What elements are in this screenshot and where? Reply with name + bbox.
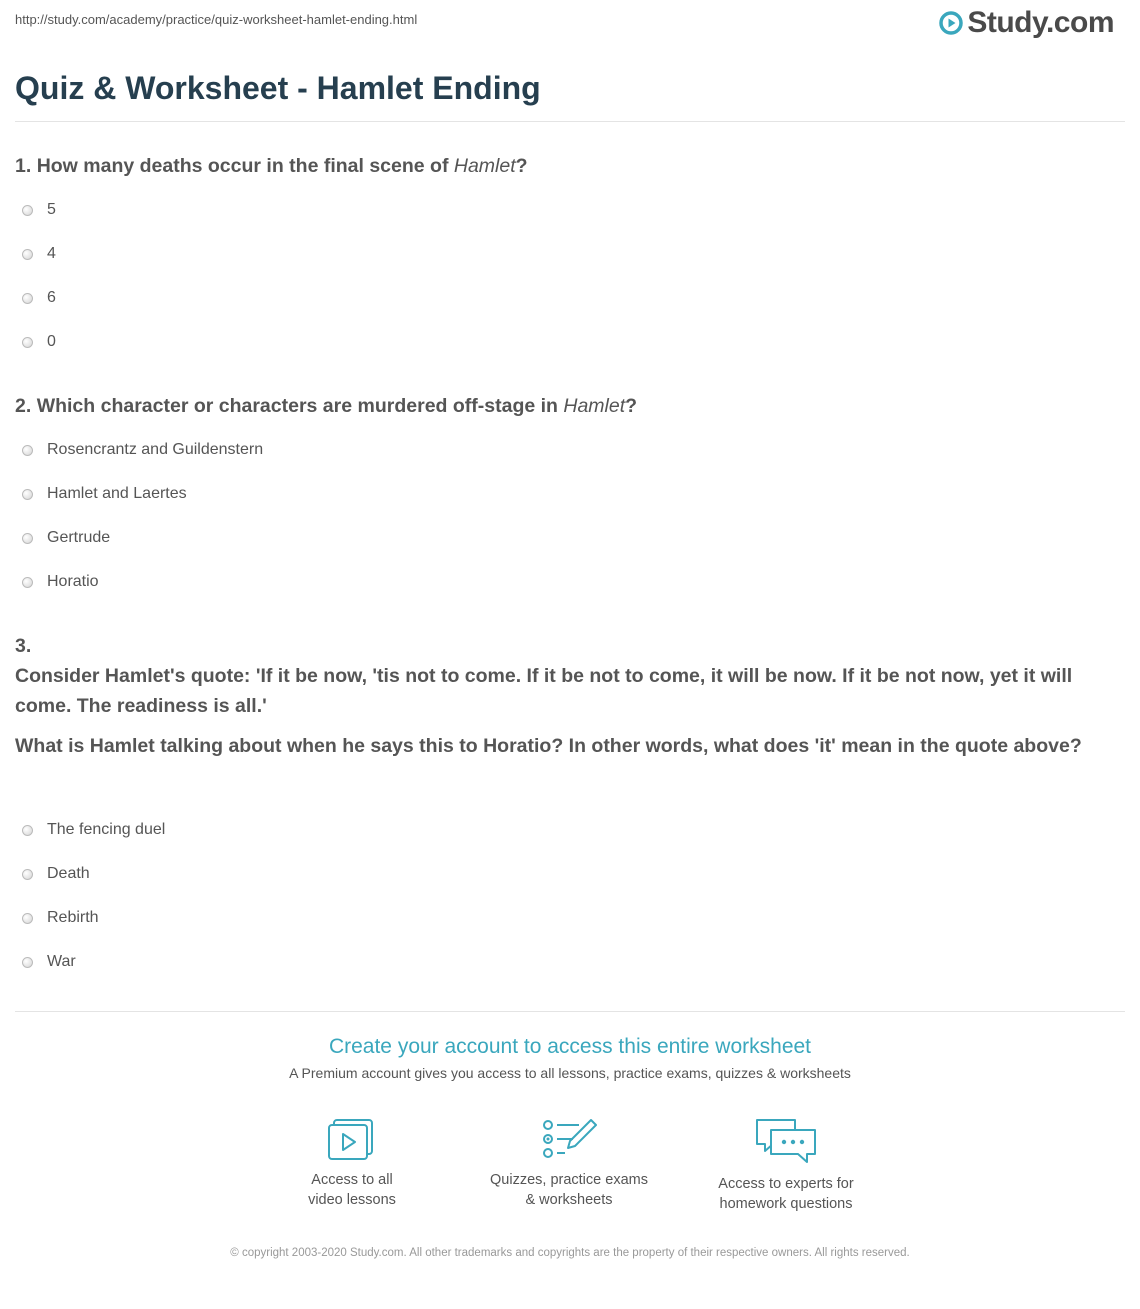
question-number: 1.	[15, 155, 32, 177]
question-number: 2.	[15, 395, 32, 417]
radio-icon[interactable]	[22, 445, 33, 456]
answer-option[interactable]	[22, 528, 110, 548]
play-circle-icon	[939, 11, 963, 35]
radio-icon[interactable]	[22, 533, 33, 544]
radio-icon[interactable]	[22, 825, 33, 836]
option-label: Death	[47, 865, 90, 882]
question-3-prompt: What is Hamlet talking about when he says this to Horatio? In other words, what does 'it' mean in the quote above?	[15, 735, 1082, 757]
question-3-quote: Consider Hamlet's quote: 'If it be now, 'tis not to come. If it be not to come, it will be now. If it be not now, yet it will come. The readiness is all.'	[15, 665, 1073, 717]
answer-option[interactable]	[22, 572, 99, 592]
logo-text: Study.com	[967, 6, 1114, 39]
answer-option[interactable]	[22, 952, 76, 972]
feature-line: Access to experts for	[718, 1176, 854, 1192]
answer-option[interactable]	[22, 244, 56, 264]
answer-option[interactable]	[22, 484, 187, 504]
radio-icon[interactable]	[22, 489, 33, 500]
question-1	[15, 151, 528, 181]
question-3-number: 3.	[15, 635, 32, 657]
answer-option[interactable]	[22, 864, 90, 884]
radio-icon[interactable]	[22, 293, 33, 304]
option-label: War	[47, 953, 76, 970]
radio-icon[interactable]	[22, 205, 33, 216]
option-label: 0	[47, 333, 56, 350]
chat-experts-icon	[753, 1116, 819, 1168]
answer-option[interactable]	[22, 820, 165, 840]
option-label: Gertrude	[47, 529, 111, 546]
answer-option[interactable]	[22, 200, 56, 220]
option-label: Rebirth	[47, 909, 99, 926]
option-label: Horatio	[47, 573, 99, 590]
answer-option[interactable]	[22, 288, 56, 308]
answer-option[interactable]	[22, 440, 263, 460]
feature-line: homework questions	[719, 1196, 853, 1212]
feature-label	[676, 1174, 896, 1214]
radio-icon[interactable]	[22, 337, 33, 348]
divider	[15, 1011, 1125, 1012]
question-2	[15, 391, 637, 421]
question-italic: Hamlet	[453, 155, 516, 177]
radio-icon[interactable]	[22, 577, 33, 588]
cta-title[interactable]: Create your account to access this entire worksheet	[328, 1035, 812, 1058]
answer-option[interactable]	[22, 332, 56, 352]
option-label: 4	[47, 245, 56, 262]
feature-line: Access to all	[311, 1172, 393, 1188]
option-label: Hamlet and Laertes	[47, 485, 187, 502]
cta-subtitle: A Premium account gives you access to all lessons, practice exams, quizzes & worksheets	[289, 1065, 851, 1081]
feature-line: Quizzes, practice exams	[490, 1172, 648, 1188]
question-suffix: ?	[625, 395, 638, 417]
page-url: http://study.com/academy/practice/quiz-worksheet-hamlet-ending.html	[15, 12, 418, 27]
question-suffix: ?	[515, 155, 528, 177]
page-title: Quiz & Worksheet - Hamlet Ending	[15, 70, 541, 106]
radio-icon[interactable]	[22, 249, 33, 260]
option-label: 5	[47, 201, 56, 218]
question-text: Which character or characters are murdered off-stage in	[36, 395, 558, 417]
radio-icon[interactable]	[22, 957, 33, 968]
divider	[15, 121, 1125, 122]
copyright: © copyright 2003-2020 Study.com. All other trademarks and copyrights are the property of their respective owners. All rights reserved.	[230, 1247, 910, 1259]
study-logo[interactable]	[939, 6, 1114, 40]
option-label: Rosencrantz and Guildenstern	[47, 441, 264, 458]
feature-label	[242, 1170, 462, 1210]
feature-line: video lessons	[308, 1192, 396, 1208]
radio-icon[interactable]	[22, 869, 33, 880]
radio-icon[interactable]	[22, 913, 33, 924]
option-label: 6	[47, 289, 56, 306]
quiz-checklist-icon	[539, 1116, 599, 1164]
feature-label	[459, 1170, 679, 1210]
video-lessons-icon	[324, 1116, 380, 1164]
feature-experts	[676, 1116, 896, 1214]
option-label: The fencing duel	[47, 821, 166, 838]
answer-option[interactable]	[22, 908, 99, 928]
question-text: How many deaths occur in the final scene of	[36, 155, 449, 177]
question-italic: Hamlet	[563, 395, 626, 417]
feature-video-lessons	[242, 1116, 462, 1210]
feature-line: & worksheets	[525, 1192, 613, 1208]
feature-quizzes	[459, 1116, 679, 1210]
